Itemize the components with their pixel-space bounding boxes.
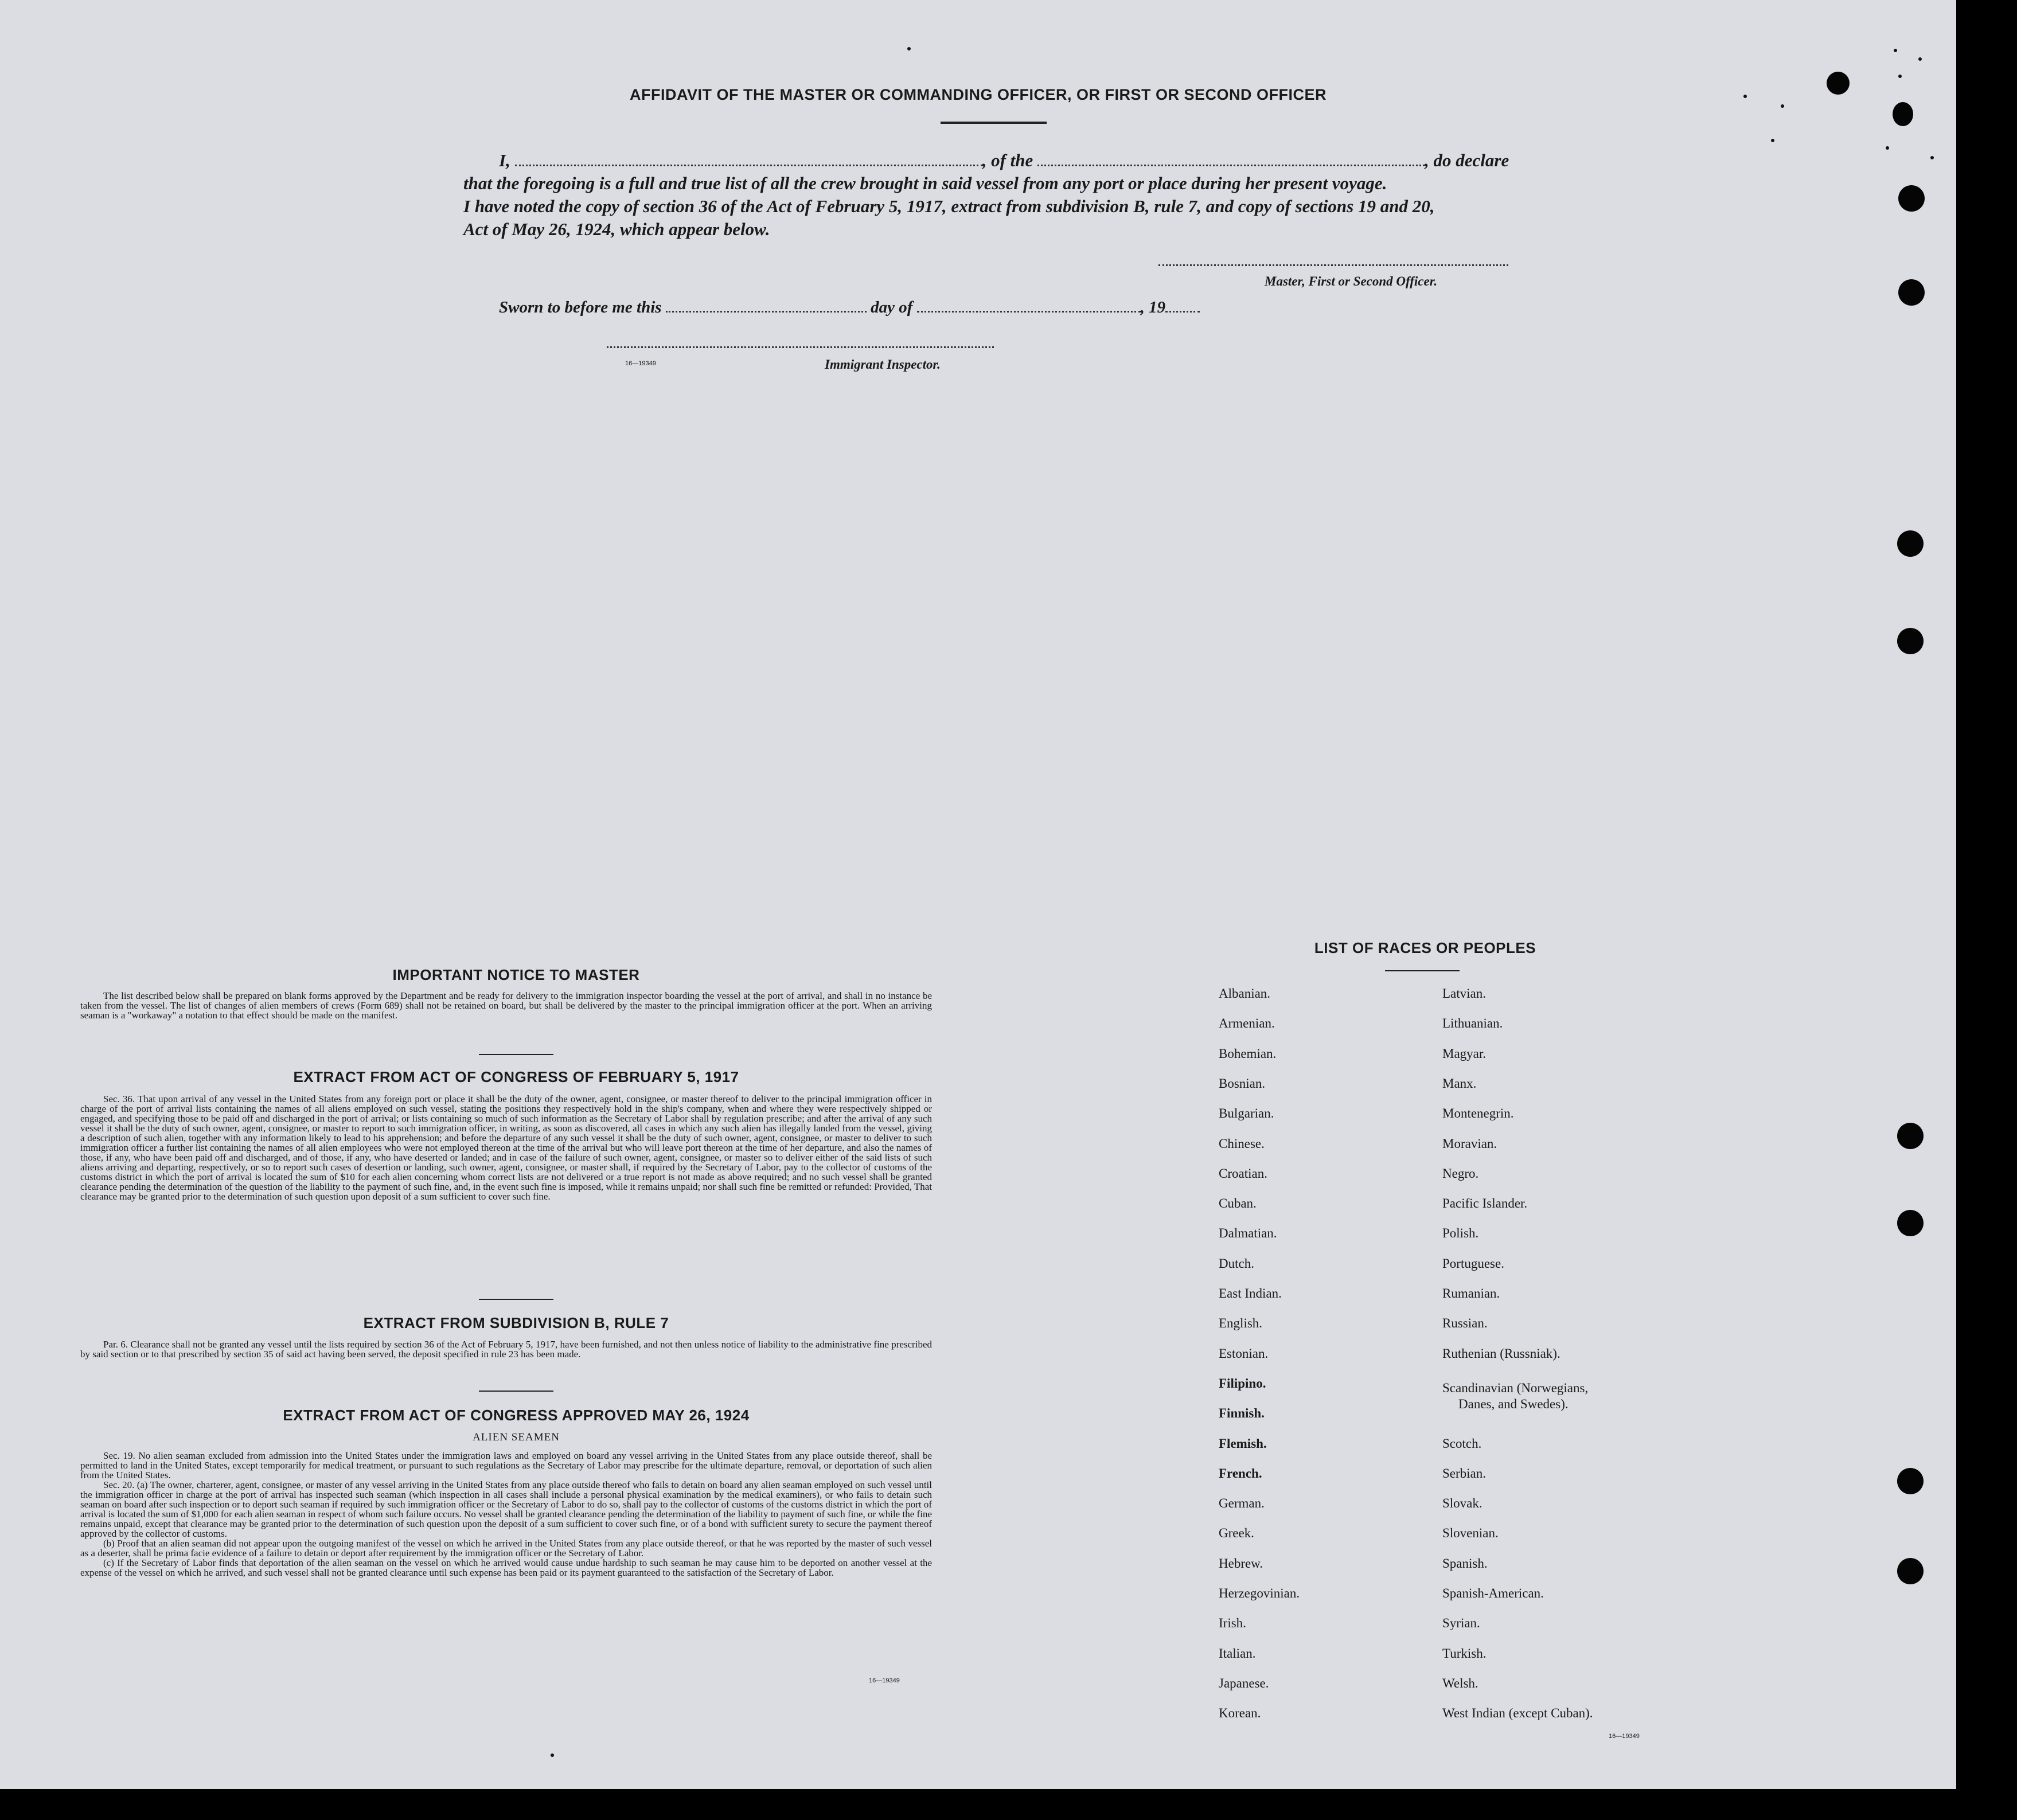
race-item: Albanian. <box>1219 986 1271 1001</box>
punch-hole <box>1897 1558 1924 1584</box>
vessel-blank <box>1037 153 1425 166</box>
section-20b-body: (b) Proof that an alien seaman did not appear upon the outgoing manifest of the vessel on which he arrived in the United States from any place outside thereof, or that he was reported by the master of such vessel as a deserter, shall be prima facie evidence of a failure to detain or deport after requirement by the immigration officer or the Secretary of Labor. <box>80 1538 932 1559</box>
speck <box>907 47 911 50</box>
race-item: Flemish. <box>1219 1436 1267 1451</box>
extract-1917-divider <box>479 1299 553 1300</box>
race-item: Moravian. <box>1442 1136 1497 1151</box>
race-item: Korean. <box>1219 1706 1261 1721</box>
race-item: Herzegovinian. <box>1219 1586 1300 1600</box>
punch-hole <box>1897 1123 1924 1149</box>
speck <box>1918 57 1922 61</box>
races-heading: LIST OF RACES OR PEOPLES <box>1314 939 1536 956</box>
master-signature-label: Master, First or Second Officer. <box>1265 274 1438 288</box>
punch-hole <box>1897 628 1924 654</box>
inspector-label: Immigrant Inspector. <box>825 357 941 372</box>
race-item: Ruthenian (Russniak). <box>1442 1346 1560 1361</box>
race-item: Dutch. <box>1219 1256 1254 1271</box>
race-item: Slovenian. <box>1442 1526 1499 1541</box>
extract-1924-heading: EXTRACT FROM ACT OF CONGRESS APPROVED MAY 26, 1924 <box>283 1407 750 1424</box>
punch-hole <box>1898 279 1925 306</box>
race-item: Manx. <box>1442 1076 1477 1091</box>
race-item: Syrian. <box>1442 1616 1480 1631</box>
declaration-line-1 <box>499 150 1509 171</box>
race-item: Danes, and Swedes). <box>1458 1397 1569 1412</box>
section-19-paragraph <box>80 1451 932 1480</box>
section-20b-paragraph <box>80 1538 932 1558</box>
race-item: Spanish. <box>1442 1556 1488 1571</box>
title-underline <box>941 122 1047 124</box>
race-item: Lithuanian. <box>1442 1016 1503 1031</box>
section-20a-body: Sec. 20. (a) The owner, charterer, agent, consignee, or master of any vessel arriving in the United States from any place outside thereof who fails to detain on board any alien seaman employed on such vessel until the immigration officer in charge at the port of arrival has inspected such seaman (which inspection in all cases shall include a personal physical examination by the medical examiners), or who fails to detain such seaman on board after such inspection or to deport such seaman if required by such immigration officer or the Secretary of Labor to do so, shall pay to the collector of customs of the customs district in which the port of arrival is located the sum of $1,000 for each alien seaman in respect of whom such failure occurs. No vessel shall be granted clearance pending the determination of the liability to payment of such fine, or while the fine remains unpaid, except that clearance may be granted prior to the determination of such question upon the deposit of a sum sufficient to cover such fine, or of a bond with sufficient surety to secure the payment thereof approved by the collector of customs. <box>80 1479 932 1539</box>
notice-heading: IMPORTANT NOTICE TO MASTER <box>392 966 640 983</box>
race-item: Chinese. <box>1219 1136 1265 1151</box>
race-item: Slovak. <box>1442 1496 1482 1511</box>
race-item: English. <box>1219 1316 1263 1331</box>
declaration-line-4: Act of May 26, 1924, which appear below. <box>463 219 770 239</box>
race-item: Japanese. <box>1219 1676 1269 1690</box>
punch-hole <box>1893 102 1913 126</box>
race-item: Rumanian. <box>1442 1286 1500 1300</box>
race-item: Irish. <box>1219 1616 1246 1631</box>
race-item: Italian. <box>1219 1646 1256 1661</box>
race-item: Pacific Islander. <box>1442 1196 1528 1211</box>
section-20a-paragraph <box>80 1480 932 1538</box>
rule-7-divider <box>479 1391 553 1392</box>
extract-1924-text <box>80 1451 932 1577</box>
race-item: German. <box>1219 1496 1265 1511</box>
race-item: West Indian (except Cuban). <box>1442 1706 1593 1721</box>
race-item: Negro. <box>1442 1166 1479 1181</box>
races-divider <box>1385 970 1460 971</box>
rule-7-body: Par. 6. Clearance shall not be granted any vessel until the lists required by section 36 of the Act of February 5, 1917, have been furnished, and not then unless notice of liability to the administrative fine prescribed by said section or to that prescribed by section 35 of said act having been served, the deposit specified in rule 23 has been made. <box>80 1339 932 1360</box>
year-blank <box>1165 299 1200 313</box>
race-item: Turkish. <box>1442 1646 1487 1661</box>
inspector-signature-blank <box>607 343 994 348</box>
race-item: Greek. <box>1219 1526 1254 1541</box>
speck <box>1771 139 1774 142</box>
affidavit-form-number: 16—19349 <box>625 360 656 367</box>
race-item: Scandinavian (Norwegians, <box>1442 1380 1589 1395</box>
race-item: Latvian. <box>1442 986 1486 1001</box>
speck <box>1781 104 1784 108</box>
speck <box>1743 95 1747 98</box>
race-item: Croatian. <box>1219 1166 1267 1181</box>
race-item: Estonian. <box>1219 1346 1269 1361</box>
race-item: Magyar. <box>1442 1046 1487 1061</box>
sworn-day-blank <box>666 299 867 313</box>
race-item: Hebrew. <box>1219 1556 1263 1571</box>
declaration-line-2: that the foregoing is a full and true list of all the crew brought in said vessel from any port or place during her present voyage. <box>463 173 1387 193</box>
race-item: Montenegrin. <box>1442 1106 1514 1121</box>
race-item: Filipino. <box>1219 1376 1266 1391</box>
race-item: Scotch. <box>1442 1436 1482 1451</box>
of-the-label: , of the <box>982 150 1033 170</box>
punch-hole <box>1827 72 1850 95</box>
year-prefix-label: , 19 <box>1140 298 1166 317</box>
day-of-label: day of <box>871 298 913 317</box>
sworn-line <box>499 298 1200 317</box>
speck <box>1930 156 1934 159</box>
speck <box>1894 49 1897 52</box>
notice-form-number: 16—19349 <box>869 1677 900 1684</box>
declare-label: , do declare <box>1425 150 1509 170</box>
punch-hole <box>1897 530 1924 557</box>
race-item: Bohemian. <box>1219 1046 1277 1061</box>
master-signature-blank <box>1158 261 1508 266</box>
declaration-line-3: I have noted the copy of section 36 of the Act of February 5, 1917, extract from subdivision B, rule 7, and copy of sections 19 and 20, <box>463 196 1435 216</box>
race-item: French. <box>1219 1466 1262 1481</box>
race-item: Portuguese. <box>1442 1256 1504 1271</box>
extract-1917-heading: EXTRACT FROM ACT OF CONGRESS OF FEBRUARY 5, 1917 <box>293 1068 739 1085</box>
race-item: Polish. <box>1442 1226 1479 1241</box>
name-blank <box>515 153 982 166</box>
races-form-number: 16—19349 <box>1609 1733 1640 1740</box>
punch-hole <box>1898 185 1925 212</box>
notice-text <box>80 991 932 1020</box>
notice-body: The list described below shall be prepared on blank forms approved by the Department and be ready for delivery to the immigration inspector boarding the vessel at the port of arrival, and shall in no instance be taken from the vessel. The list of changes of alien members of crews (Form 689) shall not be retained on board, but shall be delivered by the master to the principal immigration officer at the port. When an arriving seaman is a "workaway" a notation to that effect should be made on the manifest. <box>80 990 932 1021</box>
punch-hole <box>1897 1468 1924 1494</box>
sworn-month-blank <box>917 299 1141 313</box>
rule-7-heading: EXTRACT FROM SUBDIVISION B, RULE 7 <box>363 1314 669 1331</box>
race-item: Dalmatian. <box>1219 1226 1277 1241</box>
race-item: Cuban. <box>1219 1196 1257 1211</box>
sworn-label: Sworn to before me this <box>499 298 662 317</box>
notice-divider <box>479 1054 553 1055</box>
race-item: Finnish. <box>1219 1406 1265 1421</box>
race-item: Spanish-American. <box>1442 1586 1544 1600</box>
section-20c-body: (c) If the Secretary of Labor finds that deportation of the alien seaman on the vessel on which he arrived would cause undue hardship to such seaman he may cause him to be deported on another vessel at the expense of the vessel on which he arrived, and such vessel shall not be granted clearance until such expense has been paid or its payment guaranteed to the satisfaction of the Secretary of Labor. <box>80 1557 932 1578</box>
race-item: Bosnian. <box>1219 1076 1266 1091</box>
race-item: Bulgarian. <box>1219 1106 1274 1121</box>
speck <box>551 1753 554 1757</box>
race-item: East Indian. <box>1219 1286 1282 1300</box>
race-item: Serbian. <box>1442 1466 1487 1481</box>
declaration-i-label: I, <box>499 150 510 170</box>
race-item: Armenian. <box>1219 1016 1275 1031</box>
punch-hole <box>1897 1210 1924 1236</box>
extract-1917-body: Sec. 36. That upon arrival of any vessel in the United States from any foreign port or place it shall be the duty of the owner, agent, consignee, or master thereof to deliver to the principal immigration officer in charge of the port of arrival lists containing the names of all aliens employed on such vessel, stating the positions they respectively hold in the ship's company, when and where they were respectively shipped or engaged, and specifying those to be paid off and discharged in the port of arrival; or lists containing so much of such information as the Secretary of Labor shall by regulation prescribe; and after the arrival of any such vessel it shall be the duty of such owner, agent, consignee, or master to report to such immigration officer, in writing, as soon as discovered, all cases in which any such alien has illegally landed from the vessel, giving a description of such alien, together with any information likely to lead to his apprehension; and before the departure of any such vessel it shall be the duty of such owner, agent, consignee, or master to deliver to such immigration officer a further list containing the names of all alien employees who were not employed thereon at the time of the arrival but who will leave port thereon at the time of her departure, and also the names of those, if any, who have been paid off and discharged, and of those, if any, who have deserted or landed; and in case of the failure of such owner, agent, consignee, or master so to deliver either of the said lists of such aliens arriving and departing, respectively, or so to report such cases of desertion or landing, such owner, agent, consignee, or master shall, if required by the Secretary of Labor, pay to the collector of customs of the customs district in which the port of arrival is located the sum of $10 for each alien concerning whom correct lists are not delivered or a true report is not made as above required; and no such vessel shall be granted clearance pending the determination of the question of the liability to the payment of such fine, and, in the event such fine is imposed, while it remains unpaid; nor shall such fine be remitted or refunded: Provided, That clearance may be granted prior to the determination of such question upon deposit of a sum sufficient to cover such fine. <box>80 1093 932 1202</box>
rule-7-text <box>80 1339 932 1359</box>
alien-seamen-subheading: ALIEN SEAMEN <box>473 1431 560 1443</box>
affidavit-title: AFFIDAVIT OF THE MASTER OR COMMANDING OFFICER, OR FIRST OR SECOND OFFICER <box>630 86 1327 103</box>
race-item: Welsh. <box>1442 1676 1478 1690</box>
speck <box>1898 75 1902 78</box>
extract-1917-text <box>80 1094 932 1201</box>
speck <box>1886 146 1889 150</box>
section-20c-paragraph <box>80 1558 932 1577</box>
section-19-body: Sec. 19. No alien seaman excluded from admission into the United States under the immigration laws and employed on board any vessel arriving in the United States from any place outside thereof, shall be permitted to land in the United States, except temporarily for medical treatment, or pursuant to such regulations as the Secretary of Labor may prescribe for the ultimate departure, removal, or deportation of such alien from the United States. <box>80 1450 932 1481</box>
race-item: Russian. <box>1442 1316 1488 1331</box>
